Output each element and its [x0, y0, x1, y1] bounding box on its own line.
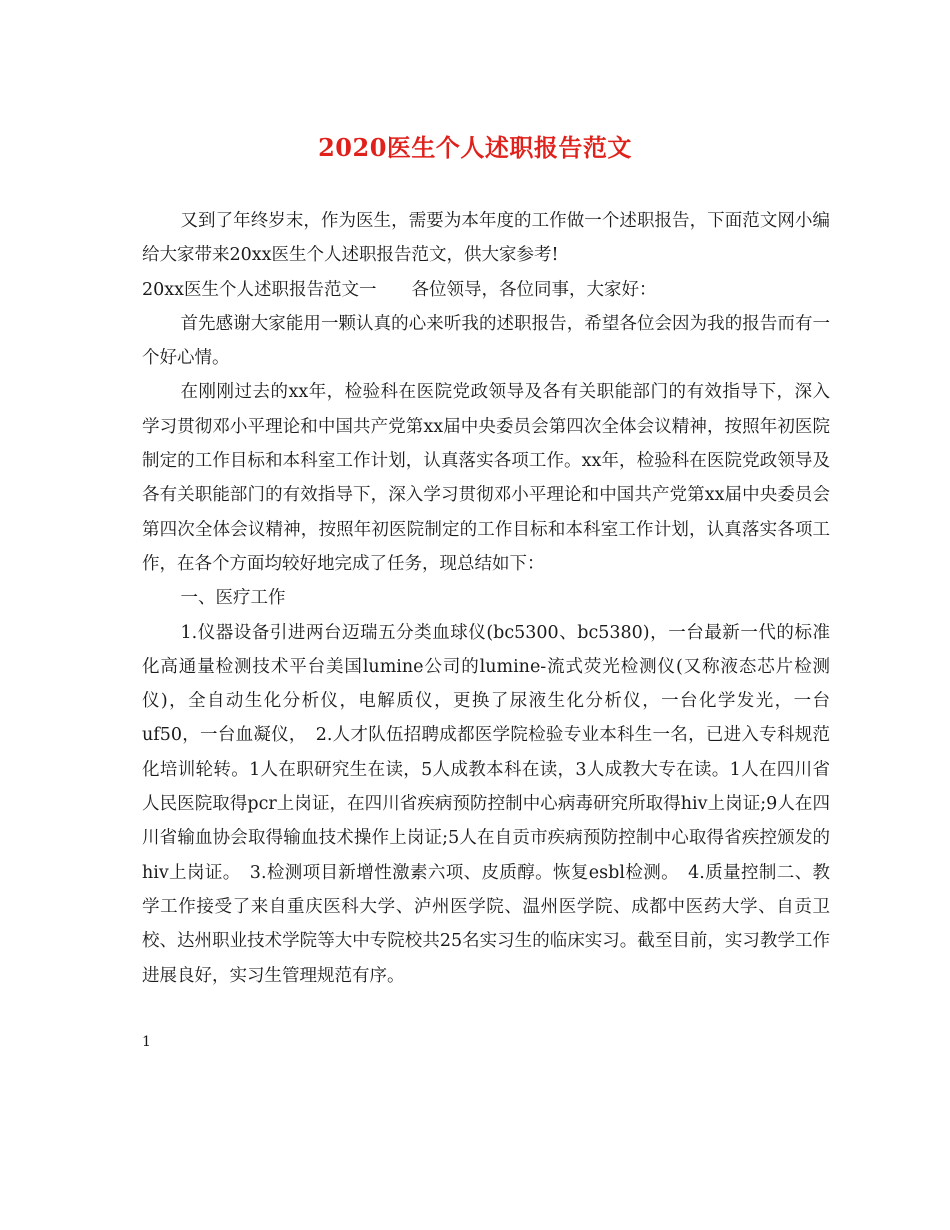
paragraph-intro: 又到了年终岁末，作为医生，需要为本年度的工作做一个述职报告，下面范文网小编给大家带来20xx医生个人述职报告范文，供大家参考!: [142, 211, 830, 266]
paragraph-summary: 在刚刚过去的xx年，检验科在医院党政领导及各有关职能部门的有效指导下，深入学习贯彻邓小平理论和中国共产党第xx届中央委员会第四次全体会议精神，按照年初医院制定的工作目标和本科室工作计划，认真落实各项工作。xx年，检验科在医院党政领导及各有关职能部门的有效指导下，深入学习贯彻邓小平理论和中国共产党第xx届中央委员会第四次全体会议精神，按照年初医院制定的工作目标和本科室工作计划，认真落实各项工作，在各个方面均较好地完成了任务，现总结如下：: [142, 382, 830, 574]
paragraph-heading-line: 20xx医生个人述职报告范文一 各位领导，各位同事，大家好：: [142, 279, 657, 300]
section-heading-medical-work: 一、医疗工作: [180, 588, 286, 609]
paragraph-details: 1.仪器设备引进两台迈瑞五分类血球仪(bc5300、bc5380)，一台最新一代的标准化高通量检测技术平台美国lumine公司的lumine-流式荧光检测仪(又称液态芯片检测仪)，全自动生化分析仪，电解质仪，更换了尿液生化分析仪，一台化学发光，一台uf50，一台血凝仪， 2.人才队伍招聘成都医学院检验专业本科生一名，已进入专科规范化培训轮转。1人在职研究生在读，5人成教本科在读，3人成教大专在读。1人在四川省人民医院取得pcr上岗证，在四川省疾病预防控制中心病毒研究所取得hiv上岗证;9人在四川省输血协会取得输血技术操作上岗证;5人在自贡市疾病预防控制中心取得省疾控颁发的hiv上岗证。 3.检测项目新增性激素六项、皮质醇。恢复esbl检测。 4.质量控制二、教学工作接受了来自重庆医科大学、泸州医学院、温州医学院、成都中医药大学、自贡卫校、达州职业技术学院等大中专院校共25名实习生的临床实习。截至目前，实习教学工作进展良好，实习生管理规范有序。: [142, 622, 830, 986]
document-title: 2020医生个人述职报告范文: [318, 133, 632, 162]
paragraph-thanks: 首先感谢大家能用一颗认真的心来听我的述职报告，希望各位会因为我的报告而有一个好心情。: [142, 313, 830, 369]
document-body: [142, 204, 830, 993]
page-number: 1: [142, 1034, 151, 1050]
